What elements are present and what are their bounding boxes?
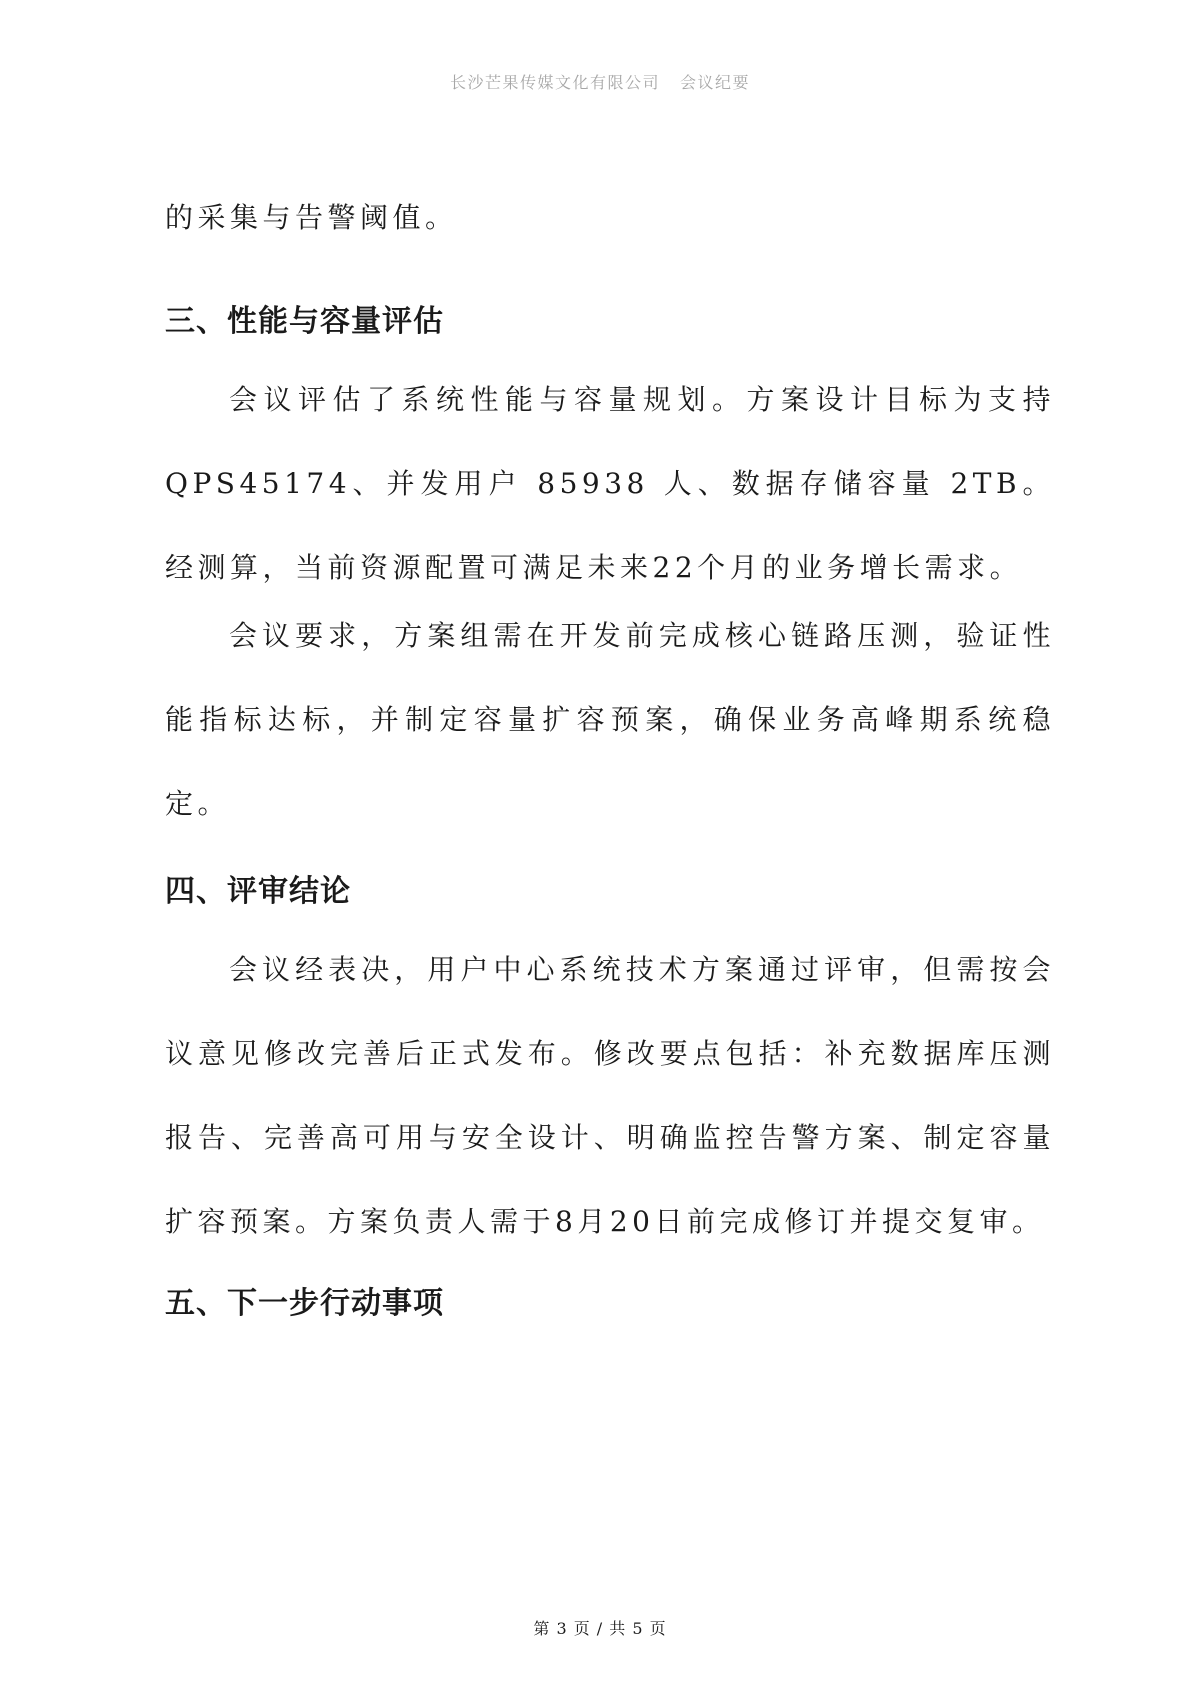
carryover-paragraph: 的采集与告警阈值。 [165, 201, 458, 234]
section-5-heading: 五、下一步行动事项 [165, 1286, 444, 1321]
section-4-paragraph-1: 会议经表决，用户中心系统技术方案通过评审，但需按会议意见修改完善后正式发布。修改要点包括：补充数据库压测报告、完善高可用与安全设计、明确监控告警方案、制定容量扩容预案。方案负责人需于8月20日前完成修订并提交复审。 [165, 953, 1055, 1238]
header-doc-type: 会议纪要 [680, 73, 751, 92]
page-header [0, 70, 1200, 93]
header-company: 长沙芒果传媒文化有限公司 [449, 73, 660, 92]
section-4-heading: 四、评审结论 [165, 874, 351, 909]
section-3-paragraph-1: 会议评估了系统性能与容量规划。方案设计目标为支持QPS45174、并发用户 85938 人、数据存储容量 2TB。经测算，当前资源配置可满足未来22个月的业务增长需求。 [165, 383, 1055, 584]
page-footer: 第 3 页 / 共 5 页 [533, 1619, 667, 1638]
section-3-paragraph-2: 会议要求，方案组需在开发前完成核心链路压测，验证性能指标达标，并制定容量扩容预案，确保业务高峰期系统稳定。 [165, 619, 1055, 820]
section-3-heading: 三、性能与容量评估 [165, 304, 444, 339]
